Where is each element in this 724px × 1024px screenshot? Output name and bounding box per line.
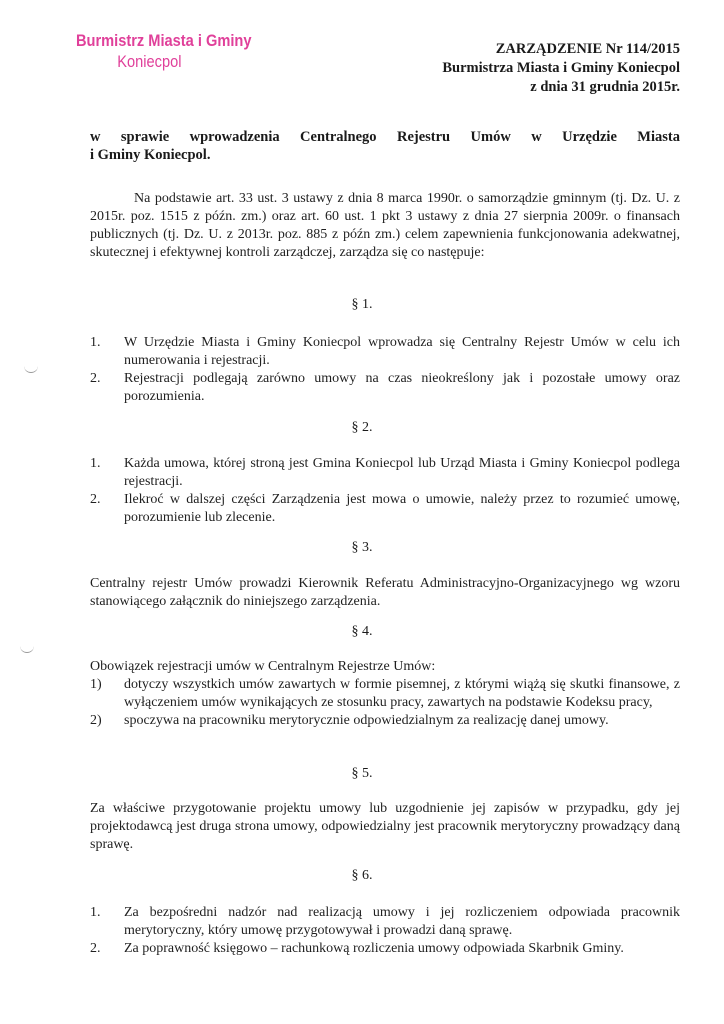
preamble-block: [90, 190, 680, 262]
item-number: 2.: [90, 941, 101, 956]
list-item: [90, 940, 680, 958]
section-4-title: § 4.: [351, 624, 373, 639]
list-item: [90, 370, 680, 406]
item-text: Za poprawność księgowo – rachunkową rozliczenia umowy odpowiada Skarbnik Gminy.: [124, 941, 624, 956]
section-4-block: [90, 658, 680, 730]
item-text: Każda umowa, której stroną jest Gmina Koniecpol lub Urząd Miasta i Gminy Koniecpol podlega rejestracji.: [124, 456, 680, 489]
item-number: 1.: [90, 456, 101, 471]
section-1-list: [90, 334, 680, 406]
section-3-title: § 3.: [351, 540, 373, 555]
item-number: 1.: [90, 905, 101, 920]
item-number: 1.: [90, 335, 101, 350]
section-2-list: [90, 455, 680, 527]
item-text: Rejestracji podlegają zarówno umowy na czas nieokreślony jak i pozostałe umowy oraz porozumienia.: [124, 371, 680, 404]
list-item: [90, 676, 680, 712]
item-text: Za bezpośredni nadzór nad realizacją umowy i jej rozliczeniem odpowiada pracownik merytoryczny, który umowę przygotowywał i prowadzi daną sprawę.: [124, 905, 680, 938]
subject-line-2: i Gminy Koniecpol.: [90, 147, 211, 163]
item-text: spoczywa na pracowniku merytorycznie odpowiedzialnym za realizację danej umowy.: [124, 713, 609, 728]
item-number: 2.: [90, 371, 101, 386]
section-5-block: [90, 800, 680, 854]
section-6-title: § 6.: [351, 868, 373, 883]
header-issuer: Burmistrza Miasta i Gminy Koniecpol: [442, 60, 680, 76]
section-3-text: Centralny rejestr Umów prowadzi Kierownik Referatu Administracyjno-Organizacyjnego wg wzoru stanowiącego załącznik do niniejszego zarządzenia.: [90, 576, 680, 609]
section-4-intro: Obowiązek rejestracji umów w Centralnym Rejestrze Umów:: [90, 659, 436, 674]
item-text: W Urzędzie Miasta i Gminy Koniecpol wprowadza się Centralny Rejestr Umów w celu ich numerowania i rejestracji.: [124, 335, 680, 368]
section-5-text: Za właściwe przygotowanie projektu umowy lub uzgodnienie jej zapisów w przypadku, gdy jej projektodawcą jest druga strona umowy, odpowiedzialny jest pracownik merytoryczny prowadzący daną sprawę.: [90, 801, 680, 852]
header-date: z dnia 31 grudnia 2015r.: [530, 79, 680, 95]
punch-hole-mark: [20, 642, 34, 653]
section-5-title: § 5.: [351, 766, 373, 781]
list-item: [90, 904, 680, 940]
subject-line-1: w sprawie wprowadzenia Centralnego Rejestru Umów w Urzędzie Miasta: [90, 129, 680, 145]
document-header: [442, 40, 680, 97]
list-item: [90, 334, 680, 370]
section-3-block: [90, 575, 680, 611]
office-stamp: [76, 30, 251, 72]
item-number: 1): [90, 677, 102, 692]
section-6-list: [90, 904, 680, 958]
list-item: [90, 455, 680, 491]
header-title: ZARZĄDZENIE Nr 114/2015: [495, 41, 680, 57]
section-2-title: § 2.: [351, 420, 373, 435]
stamp-line-1: Burmistrz Miasta i Gminy: [76, 31, 252, 50]
list-item: [90, 712, 680, 730]
item-text: Ilekroć w dalszej części Zarządzenia jest mowa o umowie, należy przez to rozumieć umowę, porozumienie lub zlecenie.: [124, 492, 680, 525]
document-subject: [90, 128, 680, 164]
preamble-text: Na podstawie art. 33 ust. 3 ustawy z dnia 8 marca 1990r. o samorządzie gminnym (tj. Dz. U. z 2015r. poz. 1515 z późn. zm.) oraz art. 60 ust. 1 pkt 3 ustawy z dnia 27 sierpnia 2009r. o finansach publicznych (tj. Dz. U. z 2013r. poz. 885 z późn zm.) celem zapewnienia funkcjonowania adekwatnej, skutecznej i efektywnej kontroli zarządczej, zarządza się co następuje:: [90, 191, 680, 260]
item-number: 2.: [90, 492, 101, 507]
punch-hole-mark: [24, 362, 38, 373]
list-item: [90, 491, 680, 527]
stamp-line-2: Koniecpol: [117, 52, 182, 71]
section-1-title: § 1.: [351, 297, 373, 312]
item-text: dotyczy wszystkich umów zawartych w formie pisemnej, z którymi wiążą się skutki finansowe, z wyłączeniem umów wynikających ze stosunku pracy, zawartych na podstawie Kodeksu pracy,: [124, 677, 680, 710]
item-number: 2): [90, 713, 102, 728]
